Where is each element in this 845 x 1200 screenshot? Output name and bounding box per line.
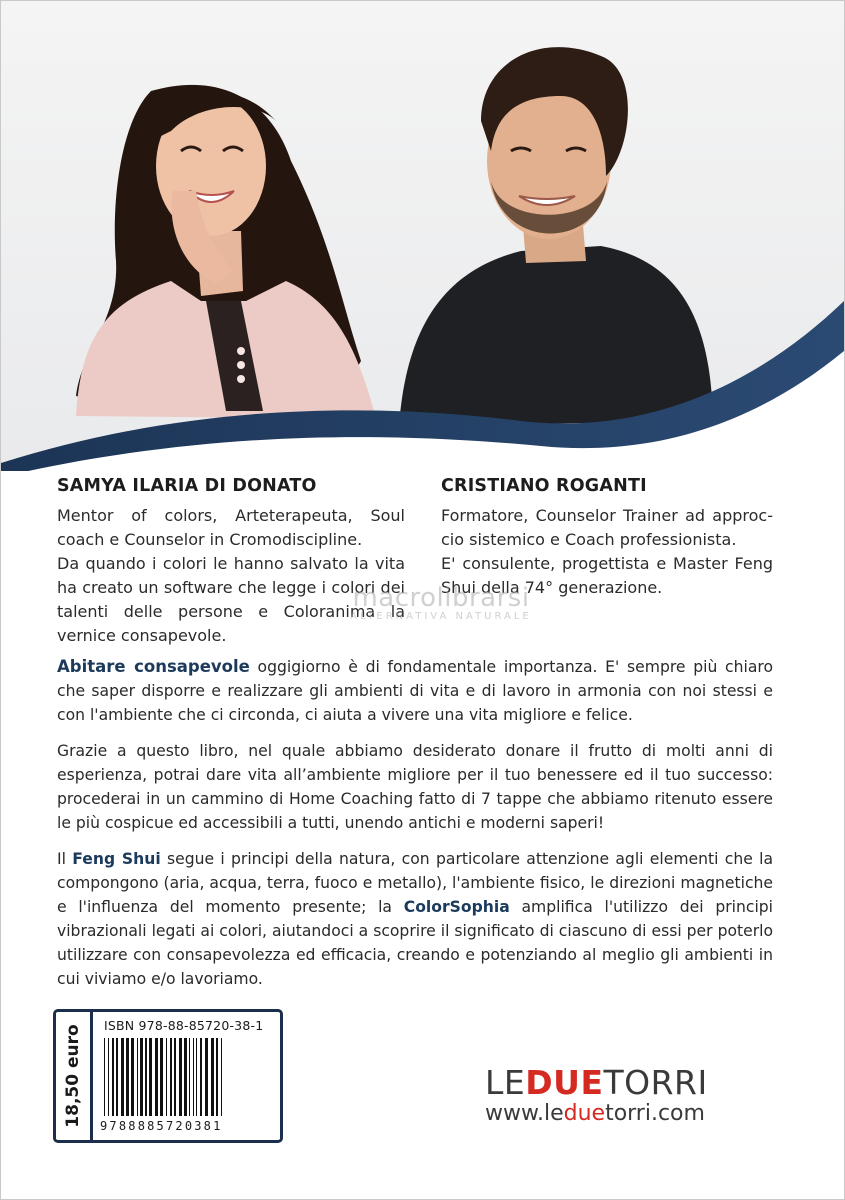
author-bio-line: Mentor of colors, Arteterapeuta, Soul coach e Counselor in Cromodiscipline. <box>57 506 405 549</box>
publisher-name <box>485 1065 708 1101</box>
barcode-bar <box>170 1038 172 1116</box>
barcode-bar <box>200 1038 202 1116</box>
barcode-bar <box>179 1038 182 1116</box>
barcode-bar <box>104 1038 105 1116</box>
barcode-bar <box>112 1038 114 1116</box>
barcode-bar <box>189 1038 190 1116</box>
barcode-bar <box>131 1038 134 1116</box>
author-bio-line: Da quando i colori le hanno salvato la vita ha creato un software che legge i colori dei talenti delle persone e Coloranima la vernice consapevole. <box>57 554 405 645</box>
author-bio <box>57 504 405 648</box>
barcode-bar <box>155 1038 158 1116</box>
watermark-tagline: ALTERNATIVA NATURALE <box>350 611 532 622</box>
url-part: www.le <box>485 1101 564 1126</box>
author-cristiano <box>441 476 773 600</box>
barcode-bar <box>160 1038 163 1116</box>
paragraph-text: oggigiorno è di fondamentale importanza. E' sempre più chiaro che saper disporre e realizzare gli ambienti di vita e di lavoro in armonia con noi stessi e con l'ambiente che ci circonda, ci aiuta a vivere una vita migliore e felice. <box>57 658 773 724</box>
feng-shui-term: Feng Shui <box>72 850 161 868</box>
barcode-bar <box>145 1038 147 1116</box>
colorsophia-term: ColorSophia <box>403 898 510 916</box>
barcode-bar <box>149 1038 152 1116</box>
paragraph-text: Il <box>57 850 73 868</box>
price-label <box>58 1012 88 1140</box>
watermark <box>291 583 591 622</box>
barcode-bar <box>137 1038 138 1116</box>
book-description <box>57 655 773 1003</box>
barcode-bar <box>216 1038 218 1116</box>
barcode-bar <box>211 1038 214 1116</box>
publisher-url[interactable] <box>485 1101 708 1126</box>
lead-phrase: Abitare consapevole <box>57 657 250 676</box>
barcode-bar <box>196 1038 197 1116</box>
barcode-bar <box>221 1038 222 1116</box>
url-part: torri <box>605 1101 651 1126</box>
barcode-bar <box>205 1038 208 1116</box>
paragraph-2: Grazie a questo libro, nel quale abbiamo desiderato donare il frutto di molti anni di esperienza, potrai dare vita all’ambiente migliore per il tuo benessere ed il tuo successo: procederai in un cammino di Home Coaching fatto di 7 tappe che abbiamo ritenuto essere le più cospicue ed accessibili a tutti, unendo antichi e moderni saperi! <box>57 742 773 832</box>
logo-part: TORRI <box>603 1063 708 1102</box>
url-part: .com <box>650 1101 705 1126</box>
watermark-logo: macrolibrarsi <box>352 583 530 613</box>
author-name: CRISTIANO ROGANTI <box>441 476 647 496</box>
url-part: due <box>563 1101 606 1126</box>
barcode-bar <box>166 1038 167 1116</box>
barcode-bar <box>108 1038 109 1116</box>
paragraph-text: amplifica l'utilizzo dei principi vibrazionali legati ai colori, aiutandoci a scoprire il significato di ciascuno di essi per poterlo utilizzare con consapevolezza ed efficacia, creando e potenziando al meglio gli ambienti in cui viviamo e/o lavoriamo. <box>57 898 774 988</box>
ean-number: 9788885720381 <box>100 1119 223 1133</box>
barcode-box <box>53 1009 283 1143</box>
isbn-text: ISBN 978-88-85720-38-1 <box>104 1018 264 1033</box>
barcode-bar <box>116 1038 118 1116</box>
paragraph-text: segue i principi della natura, con particolare attenzione agli elementi che la compongono (aria, acqua, terra, fuoco e metallo), l'ambiente fisico, le direzioni magnetiche e l'influenza del momento presente; la <box>57 850 773 916</box>
publisher-logo <box>485 1065 708 1126</box>
author-samya <box>57 476 405 648</box>
author-name: SAMYA ILARIA DI DONATO <box>57 476 317 496</box>
barcode-bar <box>174 1038 176 1116</box>
author-bio-line: E' consulente, progettista e Master Feng Shui della 74° generazione. <box>441 554 773 597</box>
author-photos <box>1 1 844 471</box>
price-text: 18,50 euro <box>63 1024 83 1128</box>
barcode-bar <box>121 1038 124 1116</box>
logo-part: LE <box>485 1063 526 1102</box>
barcode-icon <box>102 1038 272 1118</box>
paragraph-1 <box>57 655 773 727</box>
barcode-bar <box>126 1038 129 1116</box>
barcode-bar <box>193 1038 194 1116</box>
logo-part: DUE <box>525 1063 604 1102</box>
barcode-bar <box>184 1038 187 1116</box>
paragraph-3 <box>57 847 773 991</box>
divider <box>90 1012 93 1140</box>
author-bio-line: Formatore, Counselor Trainer ad approc-cio sistemico e Coach professionista. <box>441 506 773 549</box>
barcode-bar <box>140 1038 143 1116</box>
